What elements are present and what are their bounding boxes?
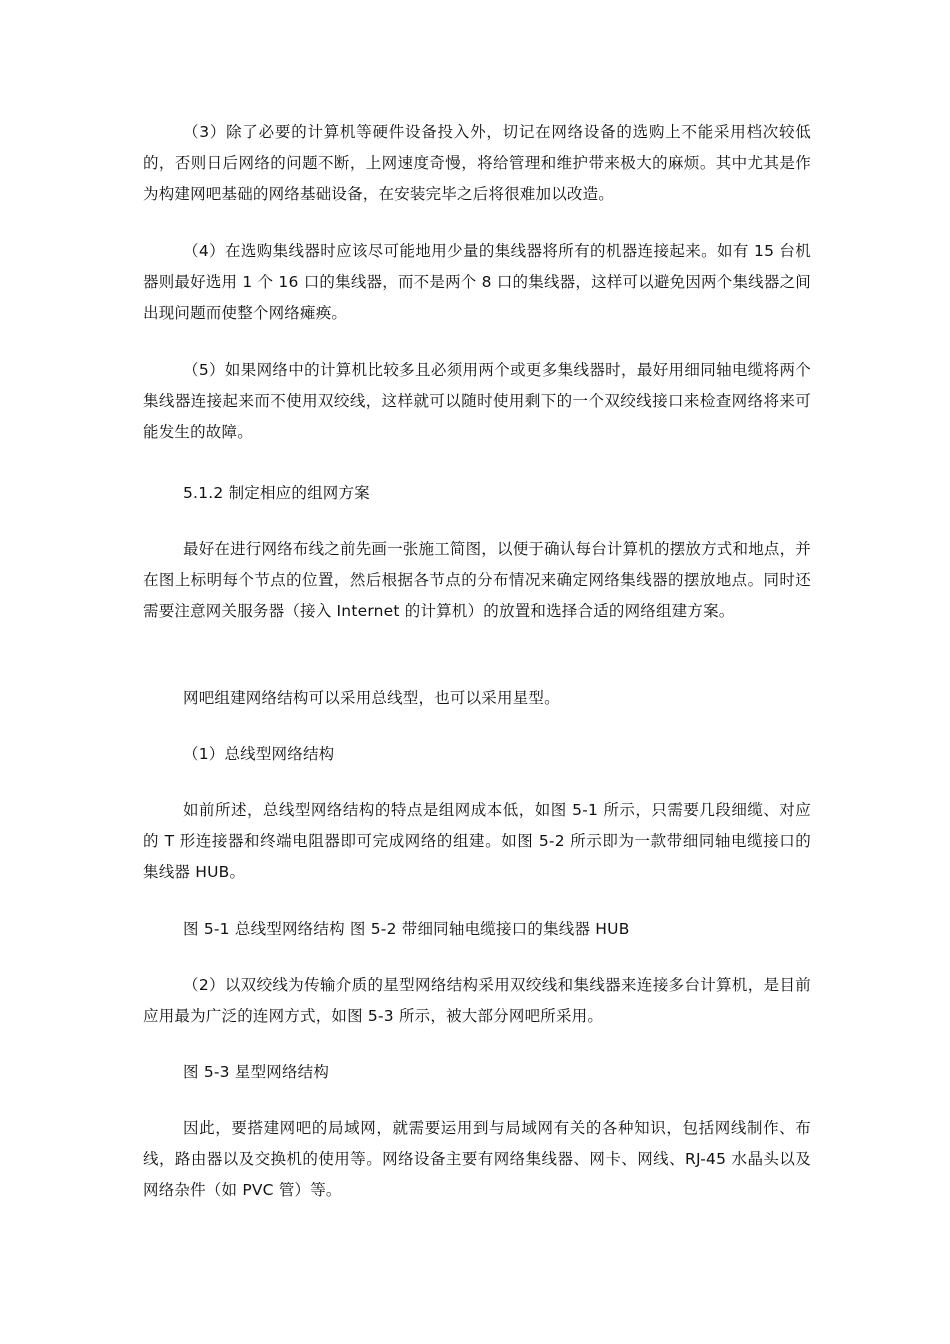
paragraph-coax-connection: （5）如果网络中的计算机比较多且必须用两个或更多集线器时，最好用细同轴电缆将两个集线器连接起来而不使用双绞线，这样就可以随时使用剩下的一个双绞线接口来检查网络将来可能发生的故障。 [143,361,811,441]
paragraph-topology-options: 网吧组建网络结构可以采用总线型，也可以采用星型。 [183,689,560,707]
paragraph-bus-topology: 如前所述，总线型网络结构的特点是组网成本低，如图 5-1 所示，只需要几段细缆、对应的 T 形连接器和终端电阻器即可完成网络的组建。如图 5-2 所示即为一款带细同轴电缆接口的集线器 HUB。 [143,801,811,881]
figure-caption-5-1-5-2: 图 5-1 总线型网络结构 图 5-2 带细同轴电缆接口的集线器 HUB [183,920,630,938]
paragraph-hub-selection: （4）在选购集线器时应该尽可能地用少量的集线器将所有的机器连接起来。如有 15 台机器则最好选用 1 个 16 口的集线器，而不是两个 8 口的集线器，这样可以避免因两个集线器之间出现问题而使整个网络瘫痪。 [143,242,811,322]
subheading-bus-topology: （1）总线型网络结构 [183,745,335,763]
paragraph-network-plan: 最好在进行网络布线之前先画一张施工简图，以便于确认每台计算机的摆放方式和地点，并在图上标明每个节点的位置，然后根据各节点的分布情况来确定网络集线器的摆放地点。同时还需要注意网关服务器（接入 Internet 的计算机）的放置和选择合适的网络组建方案。 [143,540,812,620]
section-heading-5-1-2: 5.1.2 制定相应的组网方案 [183,484,370,502]
paragraph-star-topology: （2）以双绞线为传输介质的星型网络结构采用双绞线和集线器来连接多台计算机，是目前应用最为广泛的连网方式，如图 5-3 所示，被大部分网吧所采用。 [143,976,811,1025]
paragraph-lan-knowledge: 因此，要搭建网吧的局域网，就需要运用到与局域网有关的各种知识，包括网线制作、布线，路由器以及交换机的使用等。网络设备主要有网络集线器、网卡、网线、RJ-45 水晶头以及网络杂件（如 PVC 管）等。 [143,1119,811,1199]
paragraph-hardware-investment: （3）除了必要的计算机等硬件设备投入外，切记在网络设备的选购上不能采用档次较低的，否则日后网络的问题不断，上网速度奇慢，将给管理和维护带来极大的麻烦。其中尤其是作为构建网吧基础的网络基础设备，在安装完毕之后将很难加以改造。 [143,123,811,203]
figure-caption-5-3: 图 5-3 星型网络结构 [183,1063,330,1081]
